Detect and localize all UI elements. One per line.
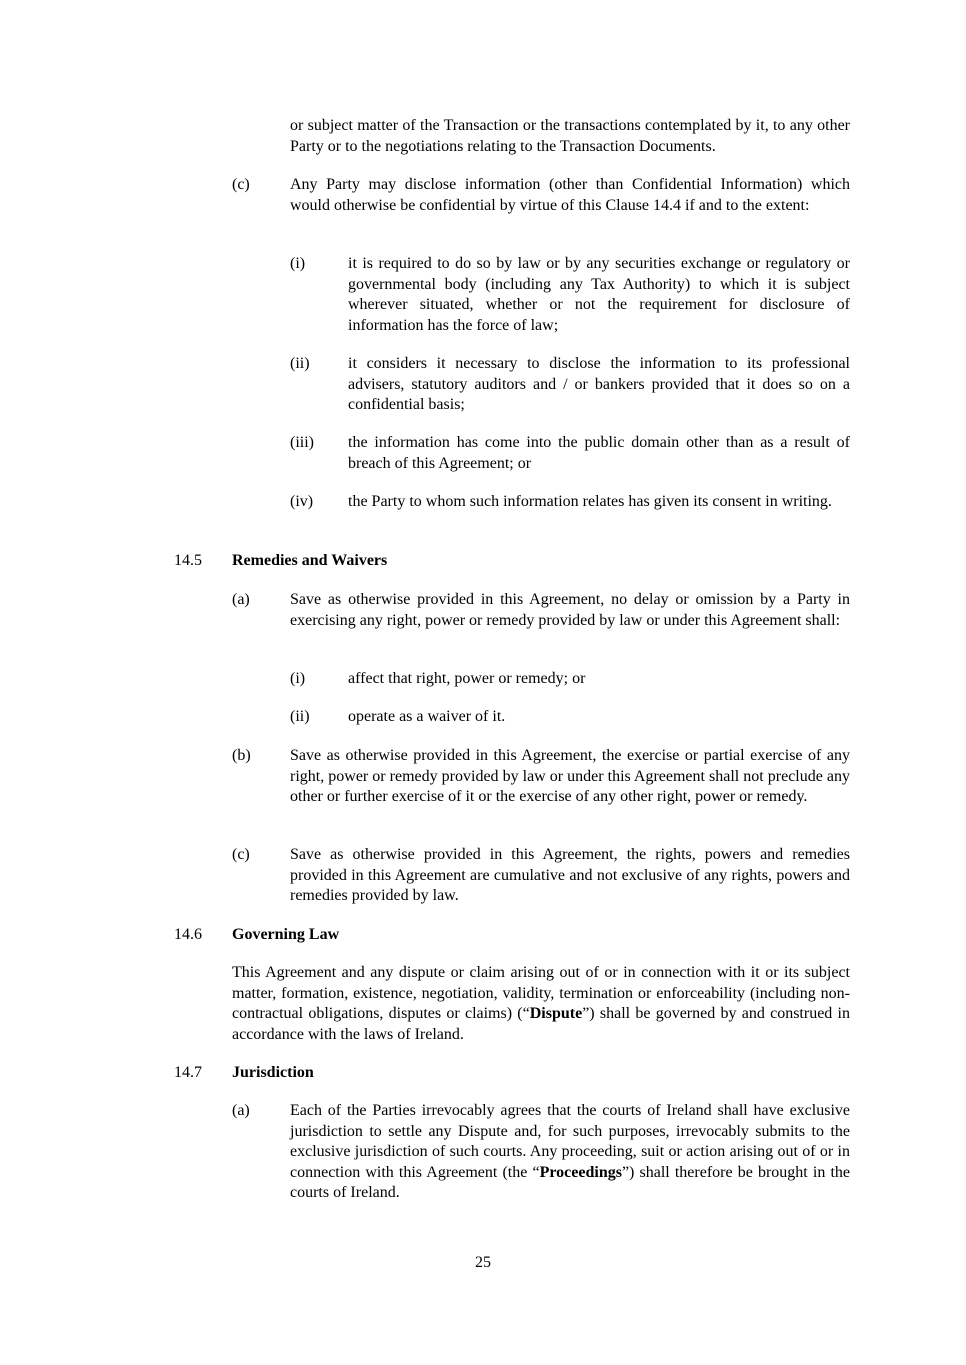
clause-14-4-c-iii-text: the information has come into the public domain other than as a result of breach of this Agreement; or [348,434,850,472]
clause-14-7-a-text-after: ”) shall therefore be brought in the courts of Ireland. [290,1163,850,1201]
clause-14-5-heading: Remedies and Waivers [232,552,388,569]
clause-14-5-c-label: (c) [232,846,250,863]
clause-14-5-c-text: Save as otherwise provided in this Agreement, the rights, powers and remedies provided in this Agreement are cumulative and not exclusive of any rights, powers and remedies provided by law. [290,846,850,904]
clause-14-7-a-label: (a) [232,1102,250,1119]
clause-14-4-c-iv-text: the Party to whom such information relates has given its consent in writing. [348,493,832,510]
clause-14-5-a-ii-text: operate as a waiver of it. [348,708,506,725]
clause-14-5-b-text: Save as otherwise provided in this Agreement, the exercise or partial exercise of any right, power or remedy provided by law or under this Agreement shall not preclude any other or further exercise of it or the exercise of any other right, power or remedy. [290,747,850,805]
defined-term-proceedings: Proceedings [539,1163,622,1181]
clause-14-4-c-iii-label: (iii) [290,434,314,451]
page-number: 25 [475,1254,491,1271]
clause-14-5-a-i-label: (i) [290,670,306,687]
clause-14-4-c-label: (c) [232,176,250,193]
clause-14-4-c-i-text: it is required to do so by law or by any securities exchange or regulatory or governmental body (including any Tax Authority) to which it is subject wherever situated, whether or not the requirement for disclosure of information has the force of law; [348,255,850,334]
clause-14-6-heading: Governing Law [232,926,340,943]
clause-14-4-c-ii-label: (ii) [290,355,310,372]
clause-14-5-number: 14.5 [174,552,202,569]
clause-14-6-text-before: This Agreement and any dispute or claim arising out of or in connection with it or its subject matter, formation, existence, negotiation, validity, termination or enforceability (including non-contractual obligations, disputes or claims) (“ [232,964,850,1022]
clause-14-5-a-label: (a) [232,591,250,608]
clause-14-5-a-i-text: affect that right, power or remedy; or [348,670,586,687]
clause-14-7-heading: Jurisdiction [232,1064,314,1081]
clause-14-5-b-label: (b) [232,747,251,764]
clause-14-4-c-ii-text: it considers it necessary to disclose the information to its professional advisers, statutory auditors and / or bankers provided that it does so on a confidential basis; [348,355,850,413]
clause-14-5-a-ii-label: (ii) [290,708,310,725]
clause-14-4-c-iv-label: (iv) [290,493,314,510]
clause-14-4-c-i-label: (i) [290,255,306,272]
defined-term-dispute: Dispute [529,1005,583,1022]
continuation-paragraph: or subject matter of the Transaction or the transactions contemplated by it, to any other Party or to the negotiations relating to the Transaction Documents. [290,117,850,155]
clause-14-7-a-text [290,1101,850,1204]
clause-14-6-text [232,963,850,1045]
clause-14-5-a-text: Save as otherwise provided in this Agreement, no delay or omission by a Party in exercising any right, power or remedy provided by law or under this Agreement shall: [290,591,850,629]
clause-14-6-number: 14.6 [174,926,202,943]
clause-14-7-number: 14.7 [174,1064,202,1081]
clause-14-4-c-text: Any Party may disclose information (other than Confidential Information) which would otherwise be confidential by virtue of this Clause 14.4 if and to the extent: [290,176,850,214]
clause-14-7-a-text-before: Each of the Parties irrevocably agrees that the courts of Ireland shall have exclusive jurisdiction to settle any Dispute and, for such purposes, irrevocably submits to the exclusive jurisdiction of such courts. Any proceeding, suit or action arising out of or in connection with this Agreement (the “ [290,1102,850,1181]
clause-14-6-text-after: ”) shall be governed by and construed in accordance with the laws of Ireland. [232,1005,851,1043]
